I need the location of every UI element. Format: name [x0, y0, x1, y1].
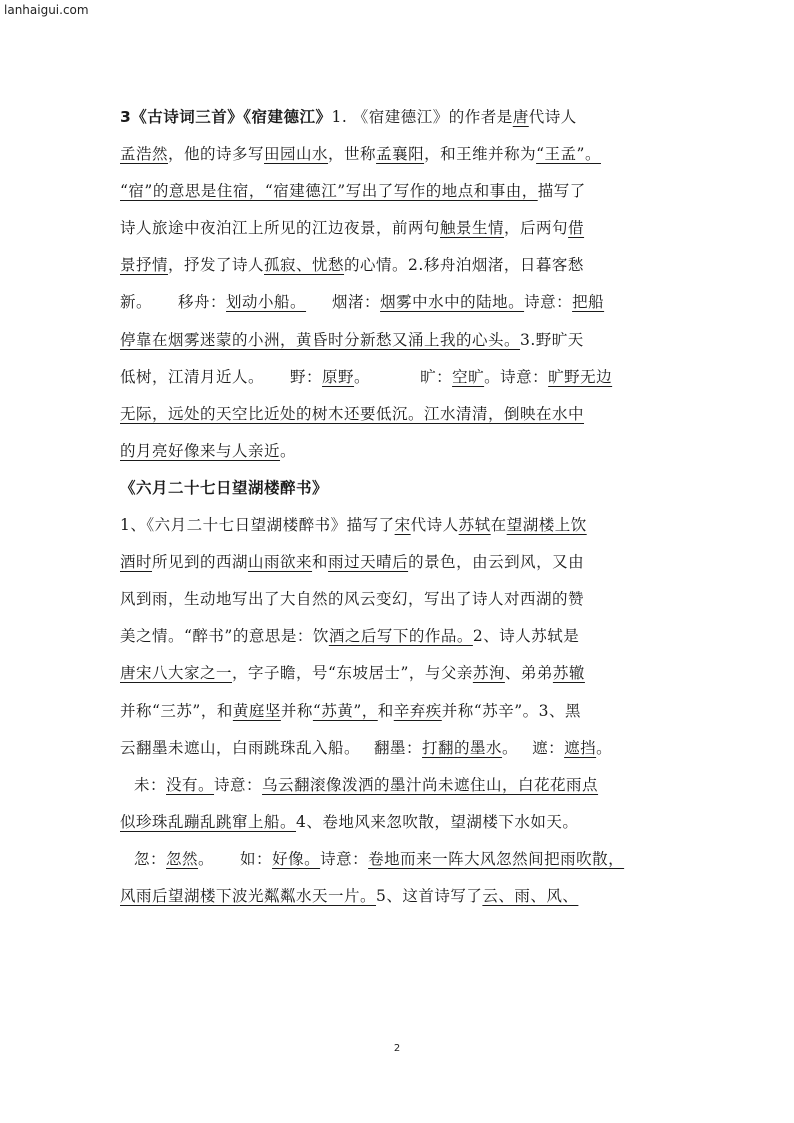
answer-text: 唐宋八大家之一 — [120, 664, 233, 683]
body-text: 5、这首诗写了 — [376, 886, 483, 905]
answer-text: 黄庭坚 — [232, 701, 281, 720]
text-line — [120, 247, 680, 284]
body-text: ，字子瞻，号“东坡居士”，与父亲 — [232, 664, 473, 683]
answer-text: 苏轼 — [458, 516, 491, 535]
answer-text: 没有。 — [166, 775, 215, 794]
answer-text: 打翻的墨水 — [422, 738, 503, 757]
text-line — [120, 581, 680, 618]
answer-text: 旷野无边 — [548, 367, 613, 386]
text-line — [120, 507, 680, 544]
answer-text: 酒时 — [120, 553, 153, 572]
body-text: 移舟： — [178, 293, 227, 312]
body-text: ，和王维并称为 — [424, 145, 537, 164]
answer-text: 雨过天晴后 — [328, 553, 409, 572]
text-line — [120, 841, 680, 878]
site-watermark: lanhaigui.com — [4, 3, 89, 17]
text-line — [120, 470, 680, 507]
answer-text: “王孟”。 — [536, 145, 601, 164]
body-text: 烟渚： — [332, 293, 381, 312]
body-text: 4、卷地风来忽吹散，望湖楼下水如天。 — [296, 812, 579, 831]
body-text: 。 — [280, 441, 297, 460]
body-text: 、弟弟 — [504, 664, 553, 683]
answer-text: 景抒情 — [120, 256, 169, 275]
text-line — [120, 99, 680, 136]
page-number: 2 — [393, 1043, 401, 1054]
section-heading: 《六月二十七日望湖楼醉书》 — [120, 478, 329, 497]
document-body — [120, 99, 680, 915]
answer-text: 卷地而来一阵大风忽然间把雨吹散， — [368, 849, 625, 868]
text-line — [120, 693, 680, 730]
body-text: 。诗意： — [484, 367, 549, 386]
body-text: 风到雨，生动地写出了大自然的风云变幻，写出了诗人对西湖的赞 — [120, 590, 585, 609]
body-text: ，抒发了诗人 — [168, 256, 265, 275]
answer-text: 似珍珠乱蹦乱跳窜上船。 — [120, 812, 297, 831]
text-line — [120, 284, 680, 321]
text-line — [120, 136, 680, 173]
body-text: 1. 《宿建德江》的作者是 — [331, 108, 513, 126]
body-text: 旷： — [420, 367, 453, 386]
body-text: 云翻墨未遮山，白雨跳珠乱入船。 — [120, 738, 361, 757]
answer-text: 苏洵 — [472, 664, 505, 683]
body-text: ，他的诗多写 — [168, 145, 265, 164]
text-line — [120, 433, 680, 470]
body-text: 。 — [198, 849, 215, 868]
text-line — [120, 878, 680, 915]
body-text: 和 — [377, 701, 394, 720]
body-text: 诗意： — [214, 775, 263, 794]
body-text: 新。 — [120, 293, 153, 312]
answer-text: 唐 — [512, 108, 529, 126]
text-line — [120, 767, 680, 804]
answer-text: 山雨欲来 — [248, 553, 313, 572]
body-text: 并称“三苏”，和 — [120, 701, 233, 720]
body-text: 未： — [134, 775, 167, 794]
answer-text: 的月亮好像来与人亲近 — [120, 441, 281, 460]
body-text: 和 — [312, 553, 329, 572]
text-line — [120, 655, 680, 692]
body-text: 描写了 — [537, 182, 586, 201]
answer-text: “苏黄”， — [312, 701, 378, 720]
answer-text: 划动小船。 — [226, 293, 307, 312]
answer-text: 田园山水 — [264, 145, 329, 164]
answer-text: 孟浩然 — [120, 145, 169, 164]
answer-text: “宿”的意思是住宿，“宿建德江”写出了写作的地点和事由， — [120, 182, 538, 201]
body-text: 2、诗人苏轼是 — [472, 627, 580, 646]
body-text: 在 — [490, 516, 507, 535]
answer-text: 风雨后望湖楼下波光粼粼水天一片。 — [120, 886, 377, 905]
body-text: 诗人旅途中夜泊江上所见的江边夜景，前两句 — [120, 219, 441, 238]
body-text: 。 — [502, 738, 519, 757]
text-line — [120, 173, 680, 210]
body-text: ，后两句 — [504, 219, 569, 238]
answer-text: 望湖楼上饮 — [506, 516, 587, 535]
answer-text: 孤寂、忧愁 — [264, 256, 345, 275]
text-line — [120, 396, 680, 433]
body-text: 的景色，由云到风，又由 — [408, 553, 585, 572]
text-line — [120, 359, 680, 396]
answer-text: 空旷 — [452, 367, 485, 386]
answer-text: 触景生情 — [440, 219, 505, 238]
text-line — [120, 210, 680, 247]
text-line — [120, 730, 680, 767]
answer-text: 酒之后写下的作品。 — [328, 627, 473, 646]
body-text: 忽： — [134, 849, 167, 868]
body-text: 翻墨： — [374, 738, 423, 757]
answer-text: 苏辙 — [552, 664, 585, 683]
answer-text: 乌云翻滚像泼洒的墨汁尚未遮住山，白花花雨点 — [262, 775, 599, 794]
answer-text: 遮挡 — [564, 738, 597, 757]
answer-text: 借 — [568, 219, 585, 238]
body-text: 1、《六月二十七日望湖楼醉书》描写了 — [120, 516, 395, 535]
text-line — [120, 618, 680, 655]
body-text: 诗意： — [320, 849, 369, 868]
answer-text: 停靠在烟雾迷蒙的小洲，黄昏时分新愁又涌上我的心头。 — [120, 330, 521, 349]
text-line — [120, 322, 680, 359]
body-text: 。 — [596, 738, 613, 757]
body-text: 代诗人 — [528, 108, 577, 126]
answer-text: 好像。 — [272, 849, 321, 868]
body-text: 遮： — [532, 738, 565, 757]
body-text: 美之情。“醉书”的意思是：饮 — [120, 627, 329, 646]
text-line — [120, 804, 680, 841]
answer-text: 云、雨、风、 — [482, 886, 579, 905]
answer-text: 忽然 — [166, 849, 199, 868]
body-text: ，世称 — [328, 145, 377, 164]
body-text: 并称 — [280, 701, 313, 720]
section-heading: 3《古诗词三首》《宿建德江》 — [120, 108, 332, 126]
body-text: 并称“苏辛”。3、黑 — [441, 701, 581, 720]
answer-text: 辛弃疾 — [393, 701, 442, 720]
body-text: 。 — [354, 367, 371, 386]
body-text: 代诗人 — [410, 516, 459, 535]
body-text: 如： — [240, 849, 273, 868]
body-text: 低树，江清月近人。 — [120, 367, 265, 386]
body-text: 诗意： — [524, 293, 573, 312]
answer-text: 孟襄阳 — [376, 145, 425, 164]
answer-text: 宋 — [394, 516, 411, 535]
answer-text: 烟雾中水中的陆地。 — [380, 293, 525, 312]
body-text: 的心情。2.移舟泊烟渚，日暮客愁 — [344, 256, 584, 275]
body-text: 野： — [290, 367, 323, 386]
answer-text: 把船 — [572, 293, 605, 312]
text-line — [120, 544, 680, 581]
body-text: 所见到的西湖 — [152, 553, 249, 572]
answer-text: 原野 — [322, 367, 355, 386]
answer-text: 无际，远处的天空比近处的树木还要低沉。江水清清，倒映在水中 — [120, 404, 585, 423]
body-text: 3.野旷天 — [520, 330, 584, 349]
